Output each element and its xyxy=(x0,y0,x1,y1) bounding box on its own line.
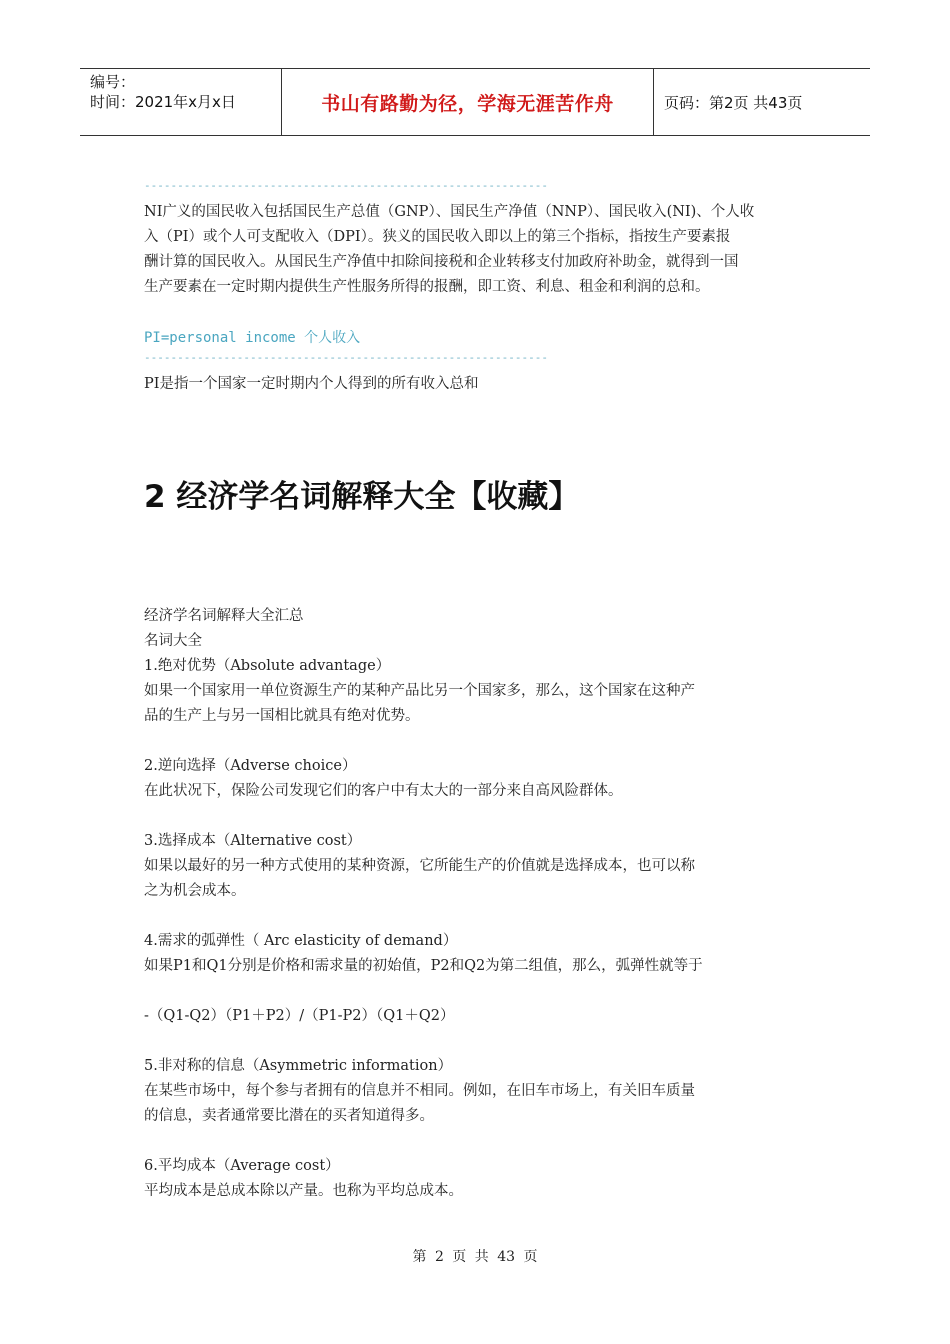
term-entry xyxy=(144,754,814,804)
ni-paragraph xyxy=(144,200,814,300)
term-definition-line: 在某些市场中，每个参与者拥有的信息并不相同。例如，在旧车市场上，有关旧车质量 xyxy=(144,1083,695,1099)
dashed-divider: ------------------------------------------------------------- xyxy=(144,351,548,364)
term-definition-line: 如果以最好的另一种方式使用的某种资源，它所能生产的价值就是选择成本，也可以称 xyxy=(144,858,695,874)
ni-line: 酬计算的国民收入。从国民生产净值中扣除间接税和企业转移支付加政府补助金，就得到一国 xyxy=(144,254,739,270)
header-meta xyxy=(80,69,281,135)
pi-paragraph: PI是指一个国家一定时期内个人得到的所有收入总和 xyxy=(144,376,479,392)
term-definition-line: 品的生产上与另一国相比就具有绝对优势。 xyxy=(144,708,420,724)
term-title: 1.绝对优势（Absolute advantage） xyxy=(144,658,391,674)
glossary-intro xyxy=(144,604,814,654)
term-definition-line: 在此状况下，保险公司发现它们的客户中有太大的一部分来自高风险群体。 xyxy=(144,783,623,799)
date-label: 时间：2021年x月x日 xyxy=(90,93,236,111)
term-entry xyxy=(144,929,814,1029)
dashed-divider: ------------------------------------------------------------- xyxy=(144,179,548,192)
term-definition-line: 如果P1和Q1分别是价格和需求量的初始值，P2和Q2为第二组值，那么，弧弹性就等于 xyxy=(144,958,703,974)
term-title: 3.选择成本（Alternative cost） xyxy=(144,833,362,849)
term-title: 6.平均成本（Average cost） xyxy=(144,1158,340,1174)
term-definition-line: 平均成本是总成本除以产量。也称为平均总成本。 xyxy=(144,1183,463,1199)
term-entry xyxy=(144,1054,814,1129)
term-entry xyxy=(144,1154,814,1204)
term-entry xyxy=(144,829,814,904)
term-title: 5.非对称的信息（Asymmetric information） xyxy=(144,1058,453,1074)
pi-term-heading: PI=personal income 个人收入 xyxy=(144,330,361,346)
header-motto: 书山有路勤为径，学海无涯苦作舟 xyxy=(281,69,654,135)
ni-line: 入（PI）或个人可支配收入（DPI）。狭义的国民收入即以上的第三个指标，指按生产要素报 xyxy=(144,229,731,245)
ni-line: NI广义的国民收入包括国民生产总值（GNP）、国民生产净值（NNP）、国民收入(NI)、个人收 xyxy=(144,204,755,220)
term-title: 4.需求的弧弹性（ Arc elasticity of demand） xyxy=(144,933,458,949)
page-footer: 第 2 页 共 43 页 xyxy=(412,1249,538,1265)
intro-line: 名词大全 xyxy=(144,633,202,649)
document-body xyxy=(144,178,814,1204)
number-label: 编号： xyxy=(90,73,136,91)
header-page-info: 页码：第2页 共43页 xyxy=(664,93,803,112)
page-header xyxy=(80,68,870,136)
term-definition-line: 的信息，卖者通常要比潜在的买者知道得多。 xyxy=(144,1108,434,1124)
term-definition-line: 如果一个国家用一单位资源生产的某种产品比另一个国家多，那么，这个国家在这种产 xyxy=(144,683,695,699)
section-heading: 2 经济学名词解释大全【收藏】 xyxy=(144,479,580,515)
ni-line: 生产要素在一定时期内提供生产性服务所得的报酬，即工资、利息、租金和利润的总和。 xyxy=(144,279,710,295)
term-formula: -（Q1-Q2）（P1＋P2）/（P1-P2）（Q1＋Q2） xyxy=(144,1008,455,1024)
term-entry xyxy=(144,654,814,729)
term-definition-line: 之为机会成本。 xyxy=(144,883,246,899)
intro-line: 经济学名词解释大全汇总 xyxy=(144,608,304,624)
term-title: 2.逆向选择（Adverse choice） xyxy=(144,758,357,774)
